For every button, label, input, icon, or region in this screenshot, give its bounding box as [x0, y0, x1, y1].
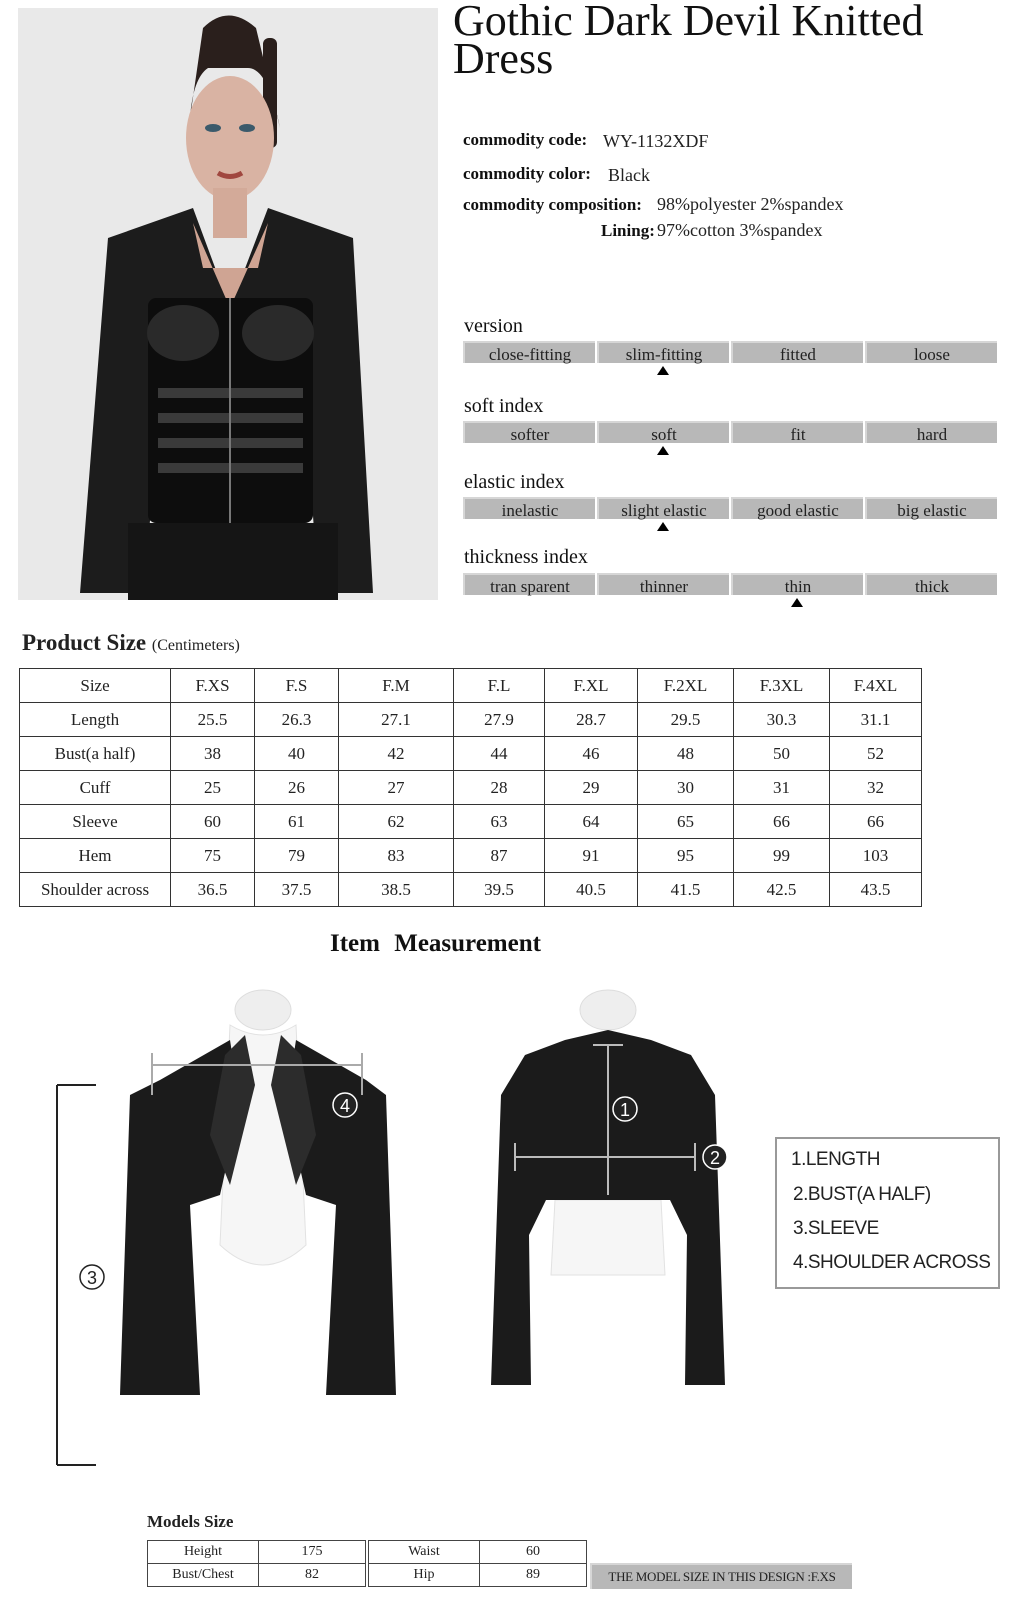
size-cell: 103	[830, 839, 922, 873]
size-row-label: Sleeve	[20, 805, 171, 839]
size-cell: 27.1	[339, 703, 454, 737]
size-cell: F.M	[339, 669, 454, 703]
commodity-code-value: WY-1132XDF	[603, 131, 709, 151]
size-table-row	[20, 873, 922, 907]
scale-option: tran sparent	[463, 573, 595, 595]
size-row-label: Length	[20, 703, 171, 737]
size-cell: 27.9	[454, 703, 545, 737]
thickness-index-title: thickness index	[464, 546, 588, 568]
commodity-code-label: commodity code:	[463, 130, 588, 149]
size-table-row	[20, 771, 922, 805]
size-header-row	[20, 669, 922, 703]
size-cell: 31.1	[830, 703, 922, 737]
size-cell: 42	[339, 737, 454, 771]
size-cell: 60	[171, 805, 255, 839]
commodity-color-value: Black	[608, 165, 650, 185]
size-row-label: Bust(a half)	[20, 737, 171, 771]
legend-sleeve: 3.SLEEVE	[793, 1218, 879, 1239]
size-cell: 62	[339, 805, 454, 839]
lining-value: 97%cotton 3%spandex	[657, 220, 823, 240]
size-table-row	[20, 737, 922, 771]
size-cell: F.S	[255, 669, 339, 703]
scale-indicator-arrow	[657, 522, 669, 531]
size-row-label: Cuff	[20, 771, 171, 805]
size-cell: 44	[454, 737, 545, 771]
size-cell: 66	[830, 805, 922, 839]
size-cell: F.XS	[171, 669, 255, 703]
size-cell: 26	[255, 771, 339, 805]
marker-3: 3	[86, 1268, 98, 1288]
scale-option: fitted	[731, 341, 863, 363]
size-cell: 61	[255, 805, 339, 839]
scale-option: big elastic	[865, 497, 997, 519]
scale-option: slight elastic	[597, 497, 729, 519]
size-cell: 30.3	[734, 703, 830, 737]
front-garment-figure	[50, 985, 410, 1475]
size-cell: 28.7	[545, 703, 638, 737]
size-cell: 26.3	[255, 703, 339, 737]
size-cell: 30	[638, 771, 734, 805]
scale-option: softer	[463, 421, 595, 443]
size-cell: 63	[454, 805, 545, 839]
size-cell: 75	[171, 839, 255, 873]
size-cell: 52	[830, 737, 922, 771]
size-cell: 87	[454, 839, 545, 873]
size-cell: 25	[171, 771, 255, 805]
item-measurement-title: Item Measurement	[330, 930, 541, 957]
elastic-index-title: elastic index	[464, 471, 565, 493]
model-size-note: THE MODEL SIZE IN THIS DESIGN :F.XS	[590, 1563, 852, 1589]
lining-label: Lining:	[601, 221, 655, 240]
scale-option: thinner	[597, 573, 729, 595]
size-table-row	[20, 805, 922, 839]
product-size-heading: Product Size	[22, 630, 147, 655]
product-size-table	[19, 668, 922, 907]
size-cell: 41.5	[638, 873, 734, 907]
models-size-table-right	[368, 1540, 587, 1587]
size-cell: 36.5	[171, 873, 255, 907]
size-cell: 31	[734, 771, 830, 805]
size-cell: 50	[734, 737, 830, 771]
marker-4: 4	[339, 1096, 351, 1116]
size-cell: 65	[638, 805, 734, 839]
product-size-unit: (Centimeters)	[151, 637, 240, 654]
scale-option: loose	[865, 341, 997, 363]
size-cell: 91	[545, 839, 638, 873]
models-size-title: Models Size	[147, 1512, 234, 1531]
size-cell: F.2XL	[638, 669, 734, 703]
commodity-composition-value: 98%polyester 2%spandex	[657, 194, 844, 214]
scale-option: fit	[731, 421, 863, 443]
size-cell: 39.5	[454, 873, 545, 907]
size-table-row	[20, 703, 922, 737]
scale-option: inelastic	[463, 497, 595, 519]
size-cell: 38	[171, 737, 255, 771]
size-cell: 40	[255, 737, 339, 771]
model-hip-value: 89	[480, 1564, 587, 1587]
commodity-composition-label: commodity composition:	[463, 195, 642, 214]
size-cell: 25.5	[171, 703, 255, 737]
size-cell: 28	[454, 771, 545, 805]
size-cell: 27	[339, 771, 454, 805]
measurement-legend	[775, 1137, 1000, 1289]
size-cell: 29.5	[638, 703, 734, 737]
size-cell: 48	[638, 737, 734, 771]
legend-shoulder: 4.SHOULDER ACROSS	[793, 1252, 991, 1273]
model-bust-label: Bust/Chest	[148, 1564, 259, 1587]
model-height-label: Height	[148, 1541, 259, 1564]
scale-option: hard	[865, 421, 997, 443]
product-size-title	[22, 630, 240, 656]
size-cell: F.3XL	[734, 669, 830, 703]
model-bust-value: 82	[259, 1564, 366, 1587]
model-waist-label: Waist	[369, 1541, 480, 1564]
scale-option: thin	[731, 573, 863, 595]
size-cell: 64	[545, 805, 638, 839]
size-row-label: Hem	[20, 839, 171, 873]
scale-indicator-arrow	[657, 446, 669, 455]
size-cell: 79	[255, 839, 339, 873]
legend-bust: 2.BUST(A HALF)	[793, 1184, 931, 1205]
scale-option: close-fitting	[463, 341, 595, 363]
size-cell: 32	[830, 771, 922, 805]
scale-option: thick	[865, 573, 997, 595]
model-height-value: 175	[259, 1541, 366, 1564]
size-cell: 43.5	[830, 873, 922, 907]
soft-index-title: soft index	[464, 395, 544, 417]
back-garment-figure	[465, 985, 765, 1475]
scale-option: good elastic	[731, 497, 863, 519]
size-cell: 40.5	[545, 873, 638, 907]
size-row-label: Size	[20, 669, 171, 703]
model-hip-label: Hip	[369, 1564, 480, 1587]
scale-indicator-arrow	[657, 366, 669, 375]
size-cell: 66	[734, 805, 830, 839]
size-cell: 42.5	[734, 873, 830, 907]
size-row-label: Shoulder across	[20, 873, 171, 907]
size-cell: 29	[545, 771, 638, 805]
version-scale-title: version	[464, 315, 523, 337]
size-cell: 99	[734, 839, 830, 873]
size-cell: F.XL	[545, 669, 638, 703]
size-cell: 95	[638, 839, 734, 873]
size-cell: F.L	[454, 669, 545, 703]
size-cell: 37.5	[255, 873, 339, 907]
model-photo	[18, 8, 438, 600]
legend-length: 1.LENGTH	[791, 1149, 880, 1170]
marker-2: 2	[709, 1148, 721, 1168]
commodity-color-label: commodity color:	[463, 164, 591, 183]
scale-option: slim-fitting	[597, 341, 729, 363]
size-cell: 83	[339, 839, 454, 873]
size-table-row	[20, 839, 922, 873]
product-title: Gothic Dark Devil Knitted Dress	[453, 0, 924, 83]
models-size-table-left	[147, 1540, 366, 1587]
scale-indicator-arrow	[791, 598, 803, 607]
model-waist-value: 60	[480, 1541, 587, 1564]
marker-1: 1	[619, 1100, 631, 1120]
scale-option: soft	[597, 421, 729, 443]
size-cell: 46	[545, 737, 638, 771]
size-cell: F.4XL	[830, 669, 922, 703]
size-cell: 38.5	[339, 873, 454, 907]
